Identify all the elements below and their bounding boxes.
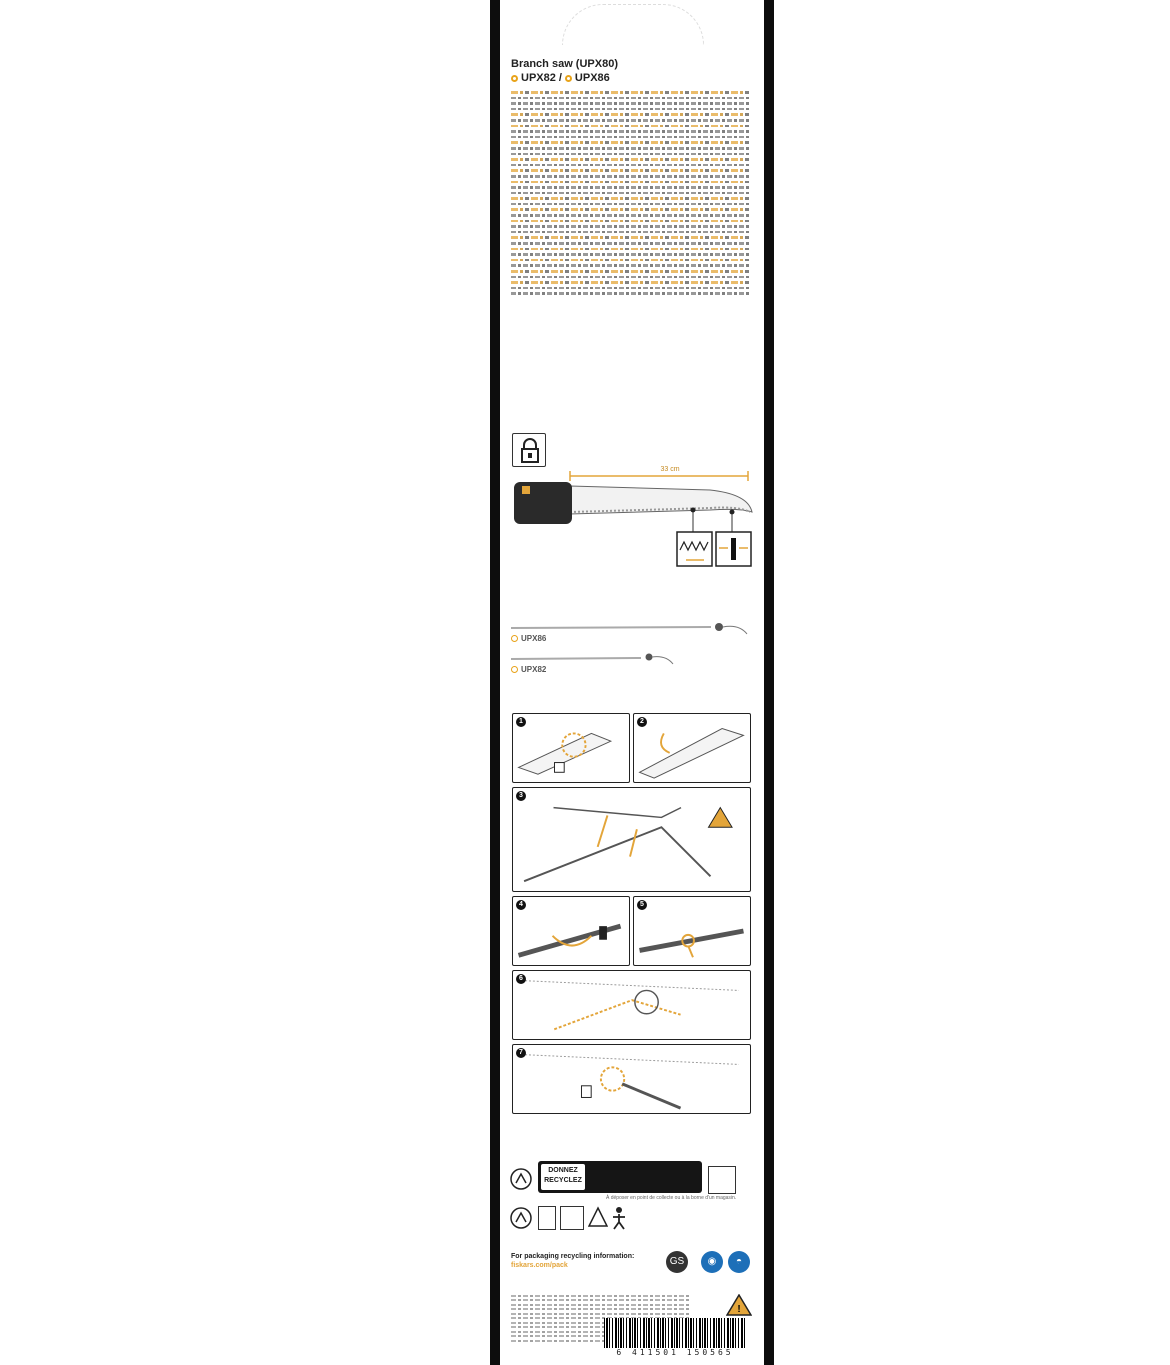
pole-label: UPX86 bbox=[521, 634, 547, 643]
text-line bbox=[511, 287, 751, 290]
step-number: 3 bbox=[516, 791, 526, 801]
text-line bbox=[511, 276, 751, 279]
model-a: UPX82 bbox=[521, 72, 556, 84]
recycling-banner bbox=[538, 1161, 702, 1193]
barcode-number: 6 411501 150565 bbox=[616, 1348, 734, 1357]
packaging-url[interactable]: fiskars.com/pack bbox=[511, 1262, 568, 1269]
text-line bbox=[511, 97, 751, 100]
text-line bbox=[511, 231, 751, 234]
saw-blade-illustration bbox=[510, 460, 764, 570]
pole-upx82-label bbox=[511, 665, 546, 674]
text-line bbox=[511, 236, 751, 239]
model-dot-icon bbox=[511, 666, 518, 673]
step-panel bbox=[512, 896, 630, 966]
crossed-bin-icon bbox=[560, 1206, 584, 1230]
svg-text:!: ! bbox=[737, 1304, 741, 1315]
model-dot-icon bbox=[511, 75, 518, 82]
recycling-note: À déposer en point de collecte ou à la borne d'un magasin. bbox=[606, 1195, 737, 1201]
product-title: Branch saw (UPX80) bbox=[511, 58, 618, 70]
step-number: 1 bbox=[516, 717, 526, 727]
battery-icon bbox=[538, 1206, 556, 1230]
packaging-info: For packaging recycling information: bbox=[511, 1253, 635, 1260]
text-line bbox=[511, 181, 751, 184]
recyclez-text: RECYCLEZ bbox=[544, 1177, 582, 1184]
text-line bbox=[511, 1313, 691, 1315]
blade-length-label: 33 cm bbox=[660, 466, 680, 473]
model-dot-icon bbox=[511, 635, 518, 642]
text-line bbox=[511, 1295, 691, 1297]
barcode bbox=[604, 1318, 746, 1358]
hang-hole bbox=[562, 4, 704, 45]
step-panel bbox=[633, 896, 751, 966]
text-line bbox=[511, 169, 751, 172]
text-line bbox=[511, 242, 751, 245]
text-line bbox=[511, 125, 751, 128]
text-line bbox=[511, 141, 751, 144]
text-line bbox=[511, 259, 751, 262]
text-line bbox=[511, 208, 751, 211]
model-separator: / bbox=[558, 72, 562, 84]
step-panel bbox=[512, 970, 751, 1040]
text-line bbox=[511, 136, 751, 139]
text-line bbox=[511, 214, 751, 217]
text-line bbox=[511, 186, 751, 189]
model-dot-icon bbox=[565, 75, 572, 82]
text-line bbox=[511, 1308, 691, 1310]
text-line bbox=[511, 147, 751, 150]
multilingual-description bbox=[511, 88, 751, 298]
text-line bbox=[511, 1304, 691, 1306]
text-line bbox=[511, 197, 751, 200]
recycling-label bbox=[541, 1164, 585, 1190]
text-line bbox=[511, 248, 751, 251]
tidy-man-icon bbox=[610, 1206, 628, 1230]
text-line bbox=[511, 203, 751, 206]
triman-icon bbox=[510, 1207, 532, 1229]
text-line bbox=[511, 158, 751, 161]
step-panel bbox=[512, 1044, 751, 1114]
text-line bbox=[511, 119, 751, 122]
step-number: 7 bbox=[516, 1048, 526, 1058]
pole-upx82-illustration bbox=[511, 648, 751, 668]
text-line bbox=[511, 292, 751, 295]
step-number: 4 bbox=[516, 900, 526, 910]
text-line bbox=[511, 220, 751, 223]
text-line bbox=[511, 102, 751, 105]
text-line bbox=[511, 225, 751, 228]
text-line bbox=[511, 164, 751, 167]
model-b: UPX86 bbox=[574, 72, 610, 84]
text-line bbox=[511, 270, 751, 273]
step-panel bbox=[512, 713, 630, 783]
pole-label: UPX82 bbox=[521, 665, 547, 674]
recycle-triangle-icon bbox=[588, 1206, 608, 1228]
pole-upx86-label bbox=[511, 634, 546, 643]
helmet-icon: ◓ bbox=[728, 1251, 750, 1273]
pole-upx86-illustration bbox=[511, 618, 751, 638]
gs-mark-icon: GS bbox=[666, 1251, 688, 1273]
text-line bbox=[511, 192, 751, 195]
warning-triangle-icon bbox=[726, 1294, 752, 1316]
model-line bbox=[511, 72, 610, 84]
safety-glasses-icon: ◉ bbox=[701, 1251, 723, 1273]
text-line bbox=[511, 281, 751, 284]
text-line bbox=[511, 1299, 691, 1301]
text-line bbox=[511, 153, 751, 156]
recycle-bin-icon bbox=[708, 1166, 736, 1194]
text-line bbox=[511, 264, 751, 267]
step-number: 5 bbox=[637, 900, 647, 910]
text-line bbox=[511, 113, 751, 116]
barcode-bars bbox=[604, 1318, 746, 1348]
text-line bbox=[511, 253, 751, 256]
text-line bbox=[511, 175, 751, 178]
step-panel bbox=[512, 787, 751, 892]
text-line bbox=[511, 130, 751, 133]
product-card bbox=[500, 0, 764, 1365]
step-number: 2 bbox=[637, 717, 647, 727]
text-line bbox=[511, 108, 751, 111]
triman-icon bbox=[510, 1168, 532, 1190]
step-number: 6 bbox=[516, 974, 526, 984]
text-line bbox=[511, 91, 751, 94]
donnez-text: DONNEZ bbox=[548, 1167, 578, 1174]
step-panel bbox=[633, 713, 751, 783]
